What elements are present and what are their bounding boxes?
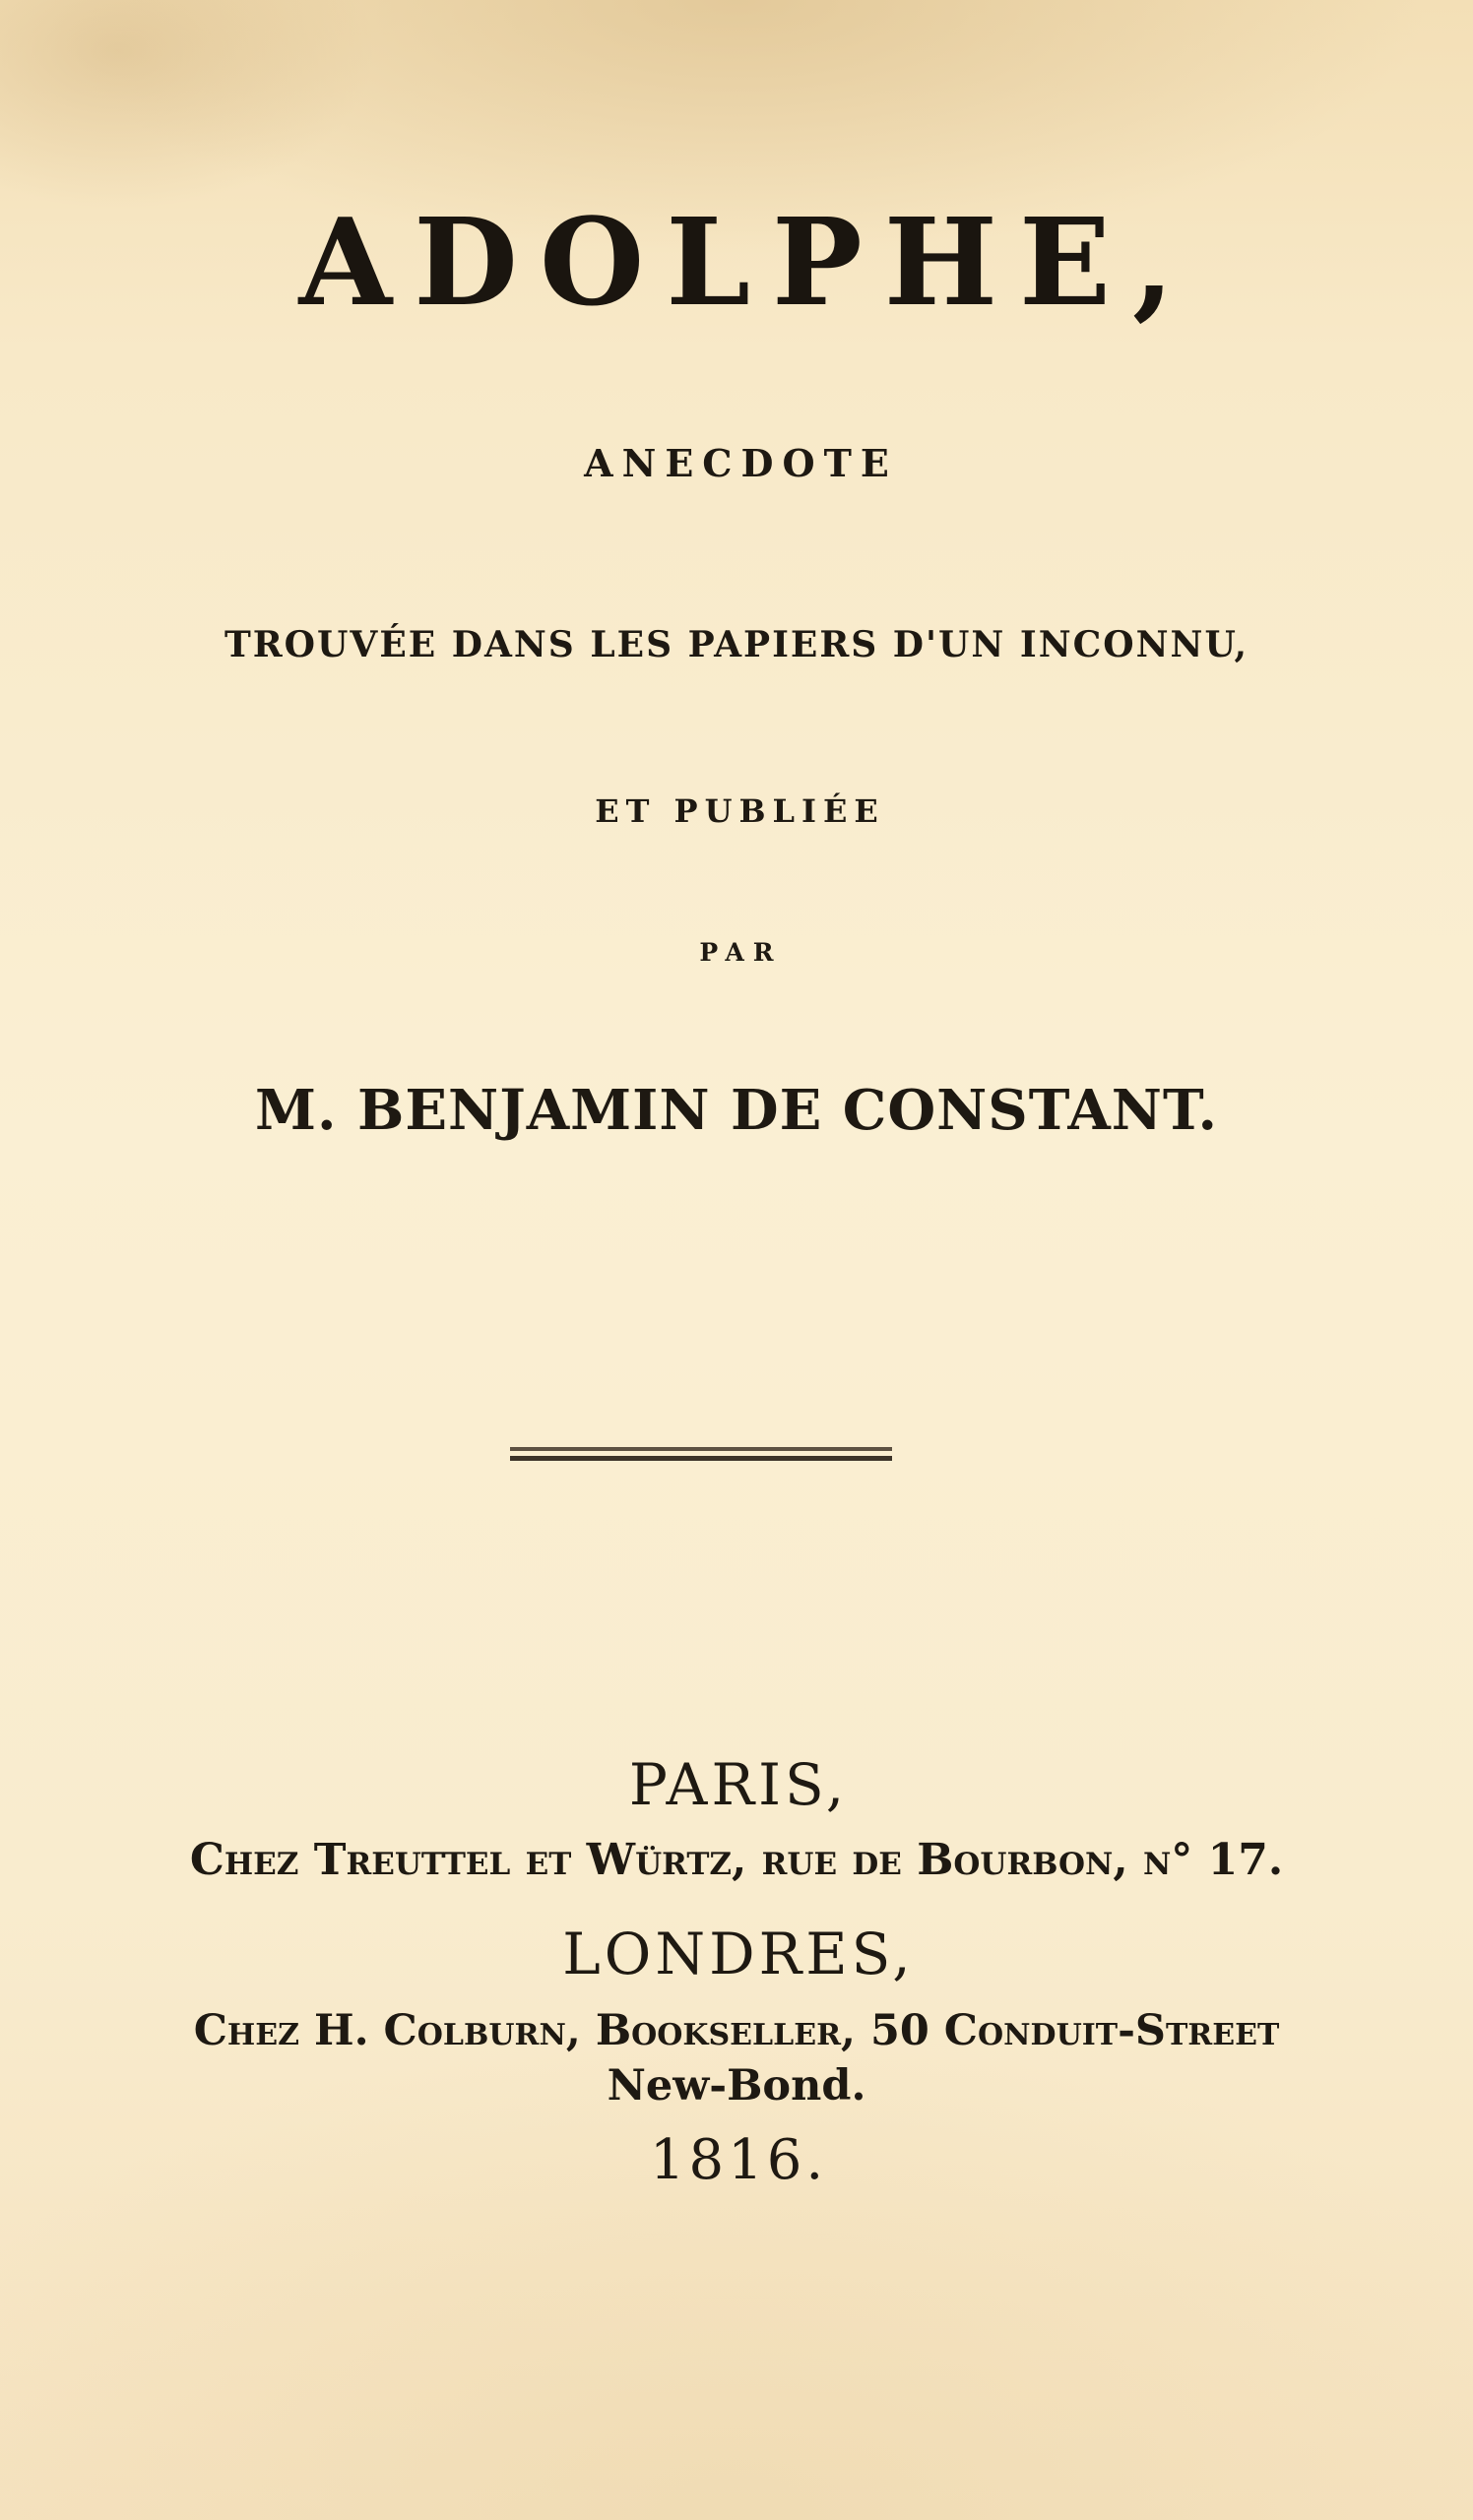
imprint-year: 1816. [649, 2128, 828, 2192]
published-line: ET PUBLIÉE [595, 792, 885, 830]
author-name: M. BENJAMIN DE CONSTANT. [255, 1078, 1218, 1143]
found-in-papers-line: TROUVÉE DANS LES PAPIERS D'UN INCONNU, [224, 624, 1249, 665]
imprint-publisher-london: Chez H. Colburn, Bookseller, 50 Conduit-Street [193, 2006, 1280, 2055]
double-rule-divider [510, 1447, 892, 1461]
by-line: PAR [699, 938, 783, 967]
rule-thick [510, 1456, 892, 1461]
imprint-city-paris: PARIS, [628, 1751, 849, 1818]
imprint-publisher-paris: Chez Treuttel et Würtz, rue de Bourbon, n° 17. [189, 1835, 1284, 1885]
book-title: ADOLPHE, [298, 191, 1196, 333]
imprint-city-londres: LONDRES, [562, 1921, 915, 1987]
book-subtitle: ANECDOTE [584, 441, 898, 485]
rule-thin [510, 1447, 892, 1451]
imprint-publisher-london-continued: New-Bond. [607, 2061, 866, 2110]
